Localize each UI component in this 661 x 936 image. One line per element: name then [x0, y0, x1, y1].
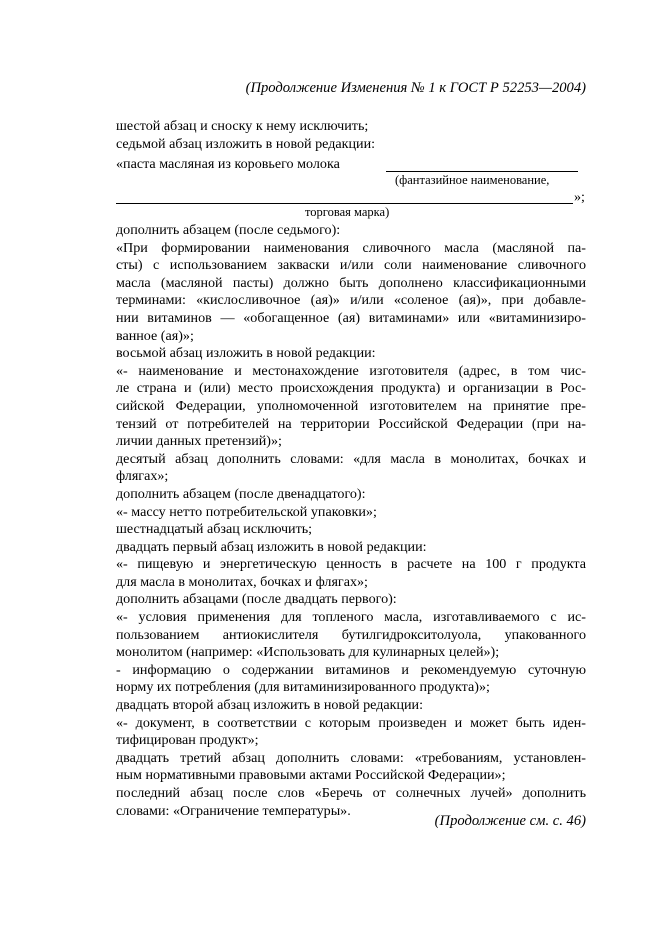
intro-block: [116, 118, 586, 153]
closing-mark: »;: [574, 189, 585, 205]
body-line: норму их потребления (для витаминизированного продукта)»;: [116, 679, 490, 696]
trademark-blank: [116, 203, 573, 204]
body-line: нии витаминов — «обогащенное (ая) витаминами» или «витаминизиро-: [116, 309, 586, 326]
body-line: тензий от потребителей на территории Российской Федерации (при на-: [116, 415, 586, 432]
body-line: сты) с использованием закваски и/или соли наименование сливочного: [116, 257, 586, 274]
body-line: «- пищевую и энергетическую ценность в расчете на 100 г продукта: [116, 556, 586, 573]
body-line: - информацию о содержании витаминов и рекомендуемую суточную: [116, 661, 586, 678]
body-line: для масла в монолитах, бочках и флягах»;: [116, 573, 368, 590]
body-line: шестнадцатый абзац исключить;: [116, 521, 313, 538]
body-line: флягах»;: [116, 468, 169, 485]
body-line: дополнить абзацем (после седьмого):: [116, 222, 341, 238]
body-line: восьмой абзац изложить в новой редакции:: [116, 345, 376, 362]
body-line: терминами: «кислосливочное (ая)» и/или «соленое (ая)», при добавле-: [116, 292, 586, 309]
body-line: тифицирован продукт»;: [116, 732, 259, 749]
body-line: двадцать третий абзац дополнить словами: «требованиям, установлен-: [116, 749, 586, 766]
fantasy-label: (фантазийное наименование,: [395, 173, 550, 187]
body-line: «- условия применения для топленого масла, изготавливаемого с ис-: [116, 609, 586, 626]
trademark-label: торговая марка): [305, 205, 390, 219]
body-line: дополнить абзацем (после двенадцатого):: [116, 485, 366, 502]
page-header: (Продолжение Изменения № 1 к ГОСТ Р 52253—2004): [245, 80, 586, 96]
body-line: «- документ, в соответствии с которым произведен и может быть иден-: [116, 714, 586, 731]
body-line: «- наименование и местонахождение изготовителя (адрес, в том чис-: [116, 362, 586, 379]
body-line: ванное (ая)»;: [116, 327, 194, 344]
body-line: дополнить абзацами (после двадцать первого):: [116, 591, 397, 608]
body-line: «- массу нетто потребительской упаковки»;: [116, 503, 377, 520]
body-line: словами: «Ограничение температуры».: [116, 802, 351, 819]
body-line: масла (масляной пасты) должно быть дополнено классификационными: [116, 274, 586, 291]
body-line: двадцать первый абзац изложить в новой редакции:: [116, 538, 427, 555]
body-line: пользованием антиокислителя бутилгидрокситолуола, упакованного: [116, 626, 586, 643]
body-line: ле страна и (или) место происхождения продукта) и организации в Рос-: [116, 380, 586, 397]
body-line: сийской Федерации, уполномоченной изготовителем на принятие пре-: [116, 397, 586, 414]
product-name-blank: [386, 171, 578, 172]
page-footer: (Продолжение см. с. 46): [434, 813, 586, 829]
body-line: монолитом (например: «Использовать для кулинарных целей»);: [116, 644, 500, 661]
intro-line: седьмой абзац изложить в новой редакции:: [116, 135, 376, 152]
paste-line-text: «паста масляная из коровьего молока: [116, 156, 340, 172]
amendment-body: [116, 222, 586, 820]
body-line: «При формировании наименования сливочного масла (масляной па-: [116, 239, 586, 256]
body-line: ным нормативными правовыми актами Российской Федерации»;: [116, 767, 506, 784]
body-line: десятый абзац дополнить словами: «для масла в монолитах, бочках и: [116, 450, 586, 467]
intro-line: шестой абзац и сноску к нему исключить;: [116, 118, 369, 134]
body-line: двадцать второй абзац изложить в новой редакции:: [116, 697, 424, 714]
body-line: личии данных претензий)»;: [116, 433, 282, 450]
body-line: последний абзац после слов «Беречь от солнечных лучей» дополнить: [116, 785, 586, 801]
